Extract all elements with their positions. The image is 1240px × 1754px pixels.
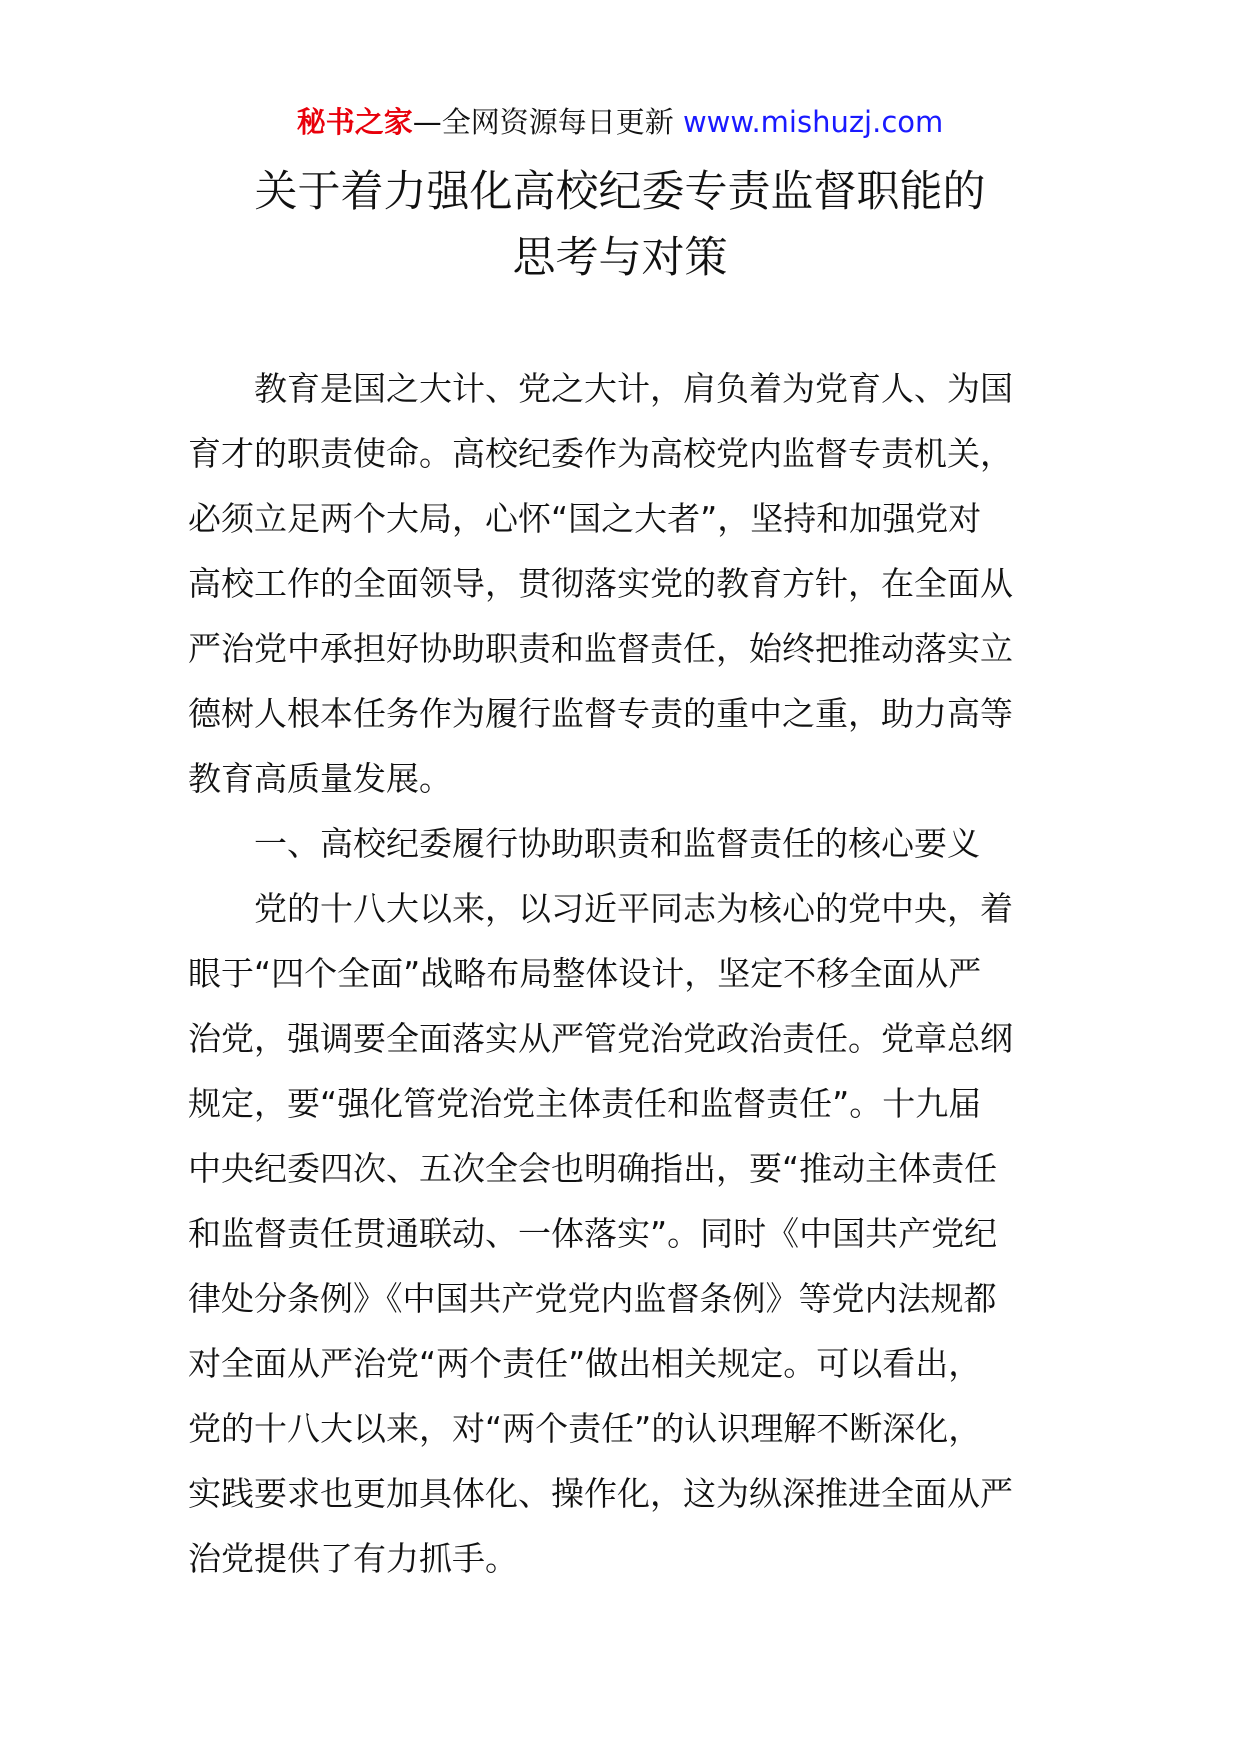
body-line: 治党提供了有力抓手。 [188, 1539, 518, 1578]
body-line: 必须立足两个大局，心怀“国之大者”，坚持和加强党对 [188, 499, 982, 538]
body-line: 眼于“四个全面”战略布局整体设计，坚定不移全面从严 [188, 954, 982, 993]
body-line: 高校工作的全面领导，贯彻落实党的教育方针，在全面从 [188, 564, 1013, 603]
body-line: 规定，要“强化管党治党主体责任和监督责任”。十九届 [188, 1084, 982, 1123]
body-line: 德树人根本任务作为履行监督专责的重中之重，助力高等 [188, 694, 1013, 733]
section-heading: 一、高校纪委履行协助职责和监督责任的核心要义 [254, 824, 980, 863]
body-line: 实践要求也更加具体化、操作化，这为纵深推进全面从严 [188, 1474, 1013, 1513]
body-line: 律处分条例》《中国共产党党内监督条例》等党内法规都 [188, 1279, 997, 1318]
body-line: 严治党中承担好协助职责和监督责任，始终把推动落实立 [188, 629, 1013, 668]
body-line: 中央纪委四次、五次全会也明确指出，要“推动主体责任 [188, 1149, 998, 1188]
document-title-line-1: 关于着力强化高校纪委专责监督职能的 [254, 167, 986, 217]
body-line: 治党，强调要全面落实从严管党治党政治责任。党章总纲 [188, 1019, 1013, 1058]
body-line: 育才的职责使命。高校纪委作为高校党内监督专责机关， [188, 434, 1013, 473]
site-header [0, 100, 1240, 144]
body-line: 党的十八大以来，以习近平同志为核心的党中央，着 [254, 889, 1013, 928]
document-body [188, 356, 1058, 1591]
body-line: 和监督责任贯通联动、一体落实”。同时《中国共产党纪 [188, 1214, 998, 1253]
body-line: 党的十八大以来，对“两个责任”的认识理解不断深化， [188, 1409, 982, 1448]
site-url-link[interactable]: www.mishuzj.com [682, 105, 944, 139]
body-line: 对全面从严治党“两个责任”做出相关规定。可以看出， [188, 1344, 982, 1383]
document-title-line-2: 思考与对策 [512, 233, 728, 283]
body-line: 教育是国之大计、党之大计，肩负着为党育人、为国 [254, 369, 1013, 408]
body-line: 教育高质量发展。 [188, 759, 452, 798]
brand-name: 秘书之家 [296, 105, 413, 139]
header-tagline: —全网资源每日更新 [412, 105, 674, 139]
